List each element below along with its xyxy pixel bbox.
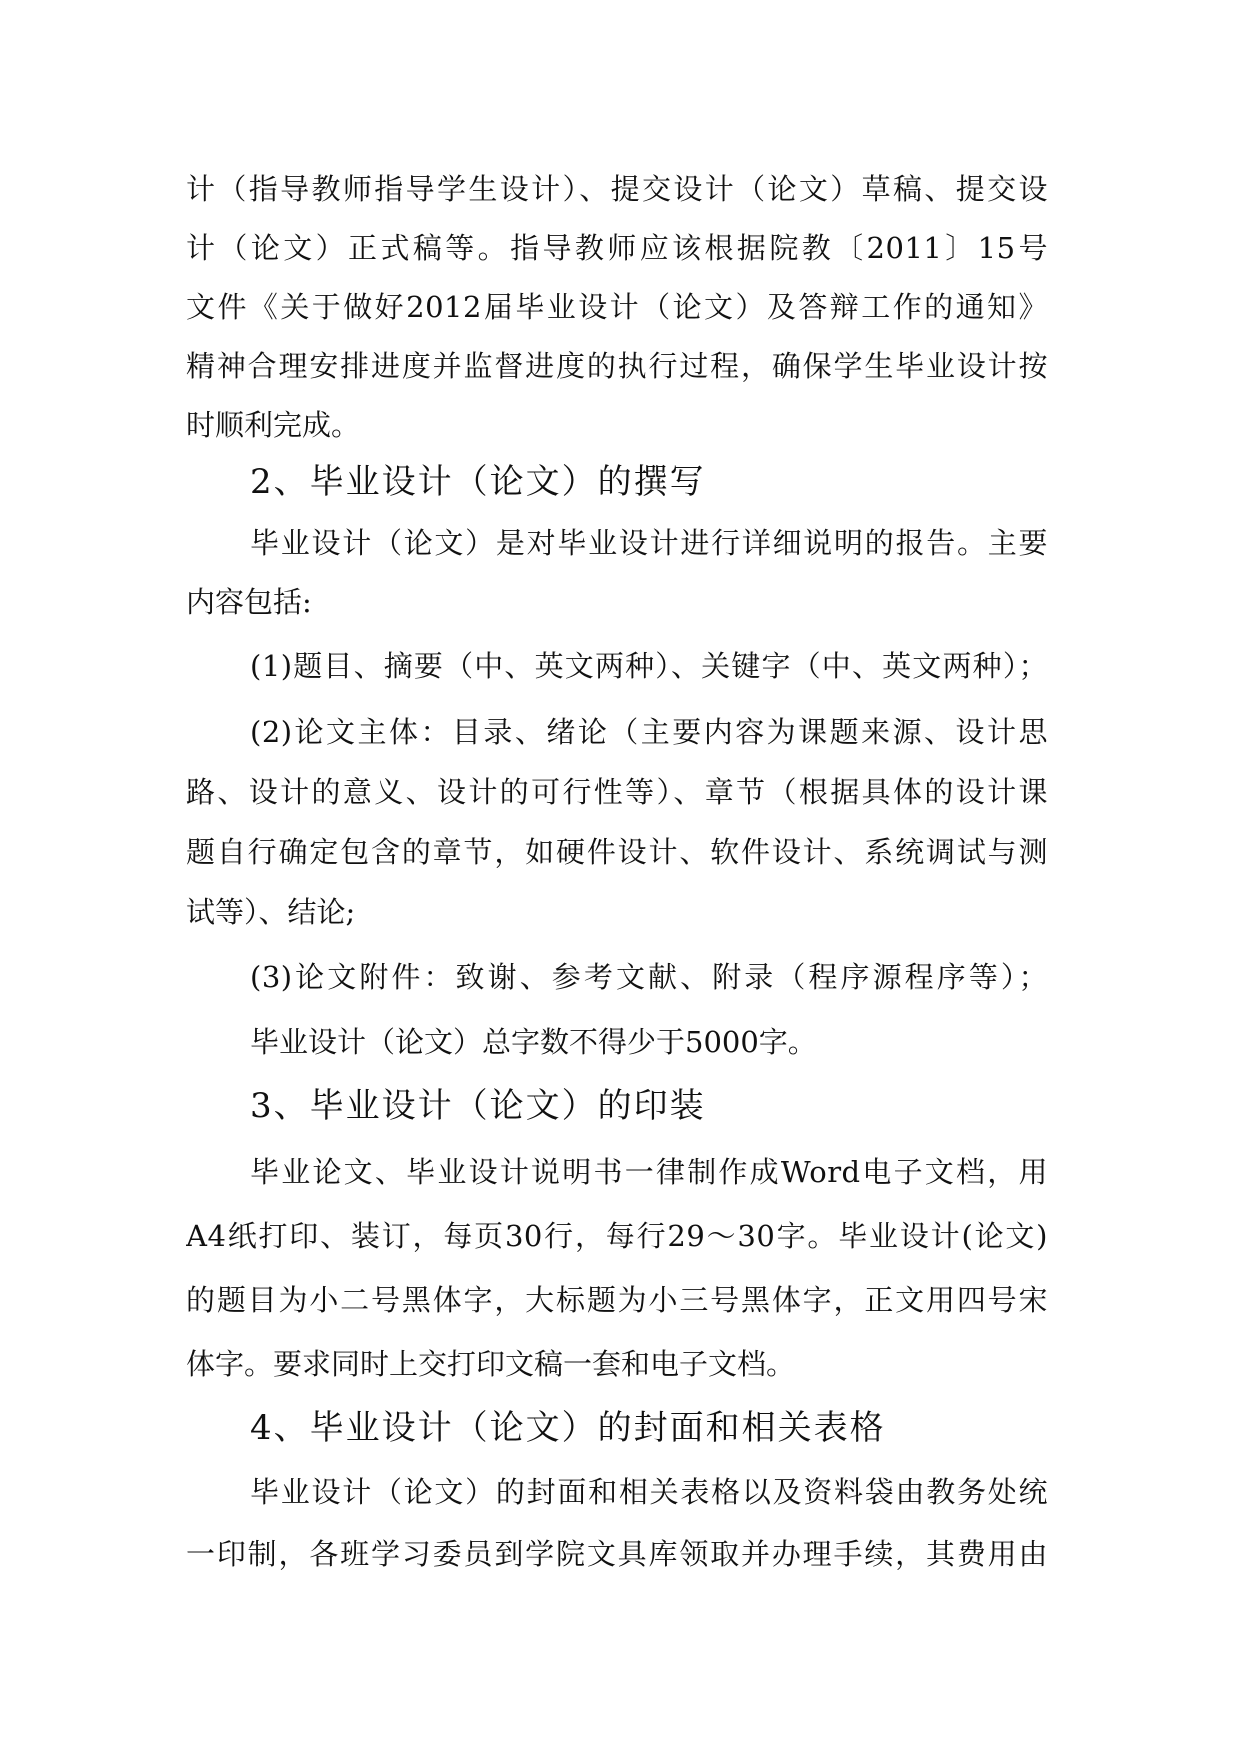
body-line: 精神合理安排进度并监督进度的执行过程，确保学生毕业设计按: [186, 349, 1048, 383]
body-line: 时顺利完成。: [186, 408, 361, 442]
body-line: 试等）、结论;: [186, 895, 356, 929]
body-line: 计（指导教师指导学生设计）、提交设计（论文）草稿、提交设: [186, 172, 1048, 206]
section-heading: 4、毕业设计（论文）的封面和相关表格: [250, 1408, 886, 1448]
body-line: 题自行确定包含的章节，如硬件设计、软件设计、系统调试与测: [186, 835, 1048, 869]
list-item: (1)题目、摘要（中、英文两种）、关键字（中、英文两种）；: [250, 649, 1048, 683]
body-line: 毕业设计（论文）的封面和相关表格以及资料袋由教务处统: [250, 1475, 1048, 1509]
body-line: 毕业论文、毕业设计说明书一律制作成Word电子文档，用: [250, 1155, 1048, 1189]
body-line: A4纸打印、装订，每页30行，每行29～30字。毕业设计(论文): [186, 1219, 1048, 1253]
body-line: 毕业设计（论文）是对毕业设计进行详细说明的报告。主要: [250, 526, 1048, 560]
list-item: (3)论文附件：致谢、参考文献、附录（程序源程序等）；: [250, 960, 1048, 994]
section-heading: 2、毕业设计（论文）的撰写: [250, 462, 706, 502]
body-line: 的题目为小二号黑体字，大标题为小三号黑体字，正文用四号宋: [186, 1283, 1048, 1317]
body-line: 一印制，各班学习委员到学院文具库领取并办理手续，其费用由: [186, 1537, 1048, 1571]
list-item: (2)论文主体：目录、绪论（主要内容为课题来源、设计思: [250, 715, 1048, 749]
body-line: 体字。要求同时上交打印文稿一套和电子文档。: [186, 1347, 796, 1381]
section-heading: 3、毕业设计（论文）的印装: [250, 1086, 706, 1126]
body-line: 文件《关于做好2012届毕业设计（论文）及答辩工作的通知》: [186, 290, 1048, 324]
body-line: 内容包括:: [186, 585, 312, 619]
body-line: 路、设计的意义、设计的可行性等）、章节（根据具体的设计课: [186, 775, 1048, 809]
body-line: 计（论文）正式稿等。指导教师应该根据院教〔2011〕15号: [186, 231, 1048, 265]
body-line: 毕业设计（论文）总字数不得少于5000字。: [250, 1025, 817, 1059]
